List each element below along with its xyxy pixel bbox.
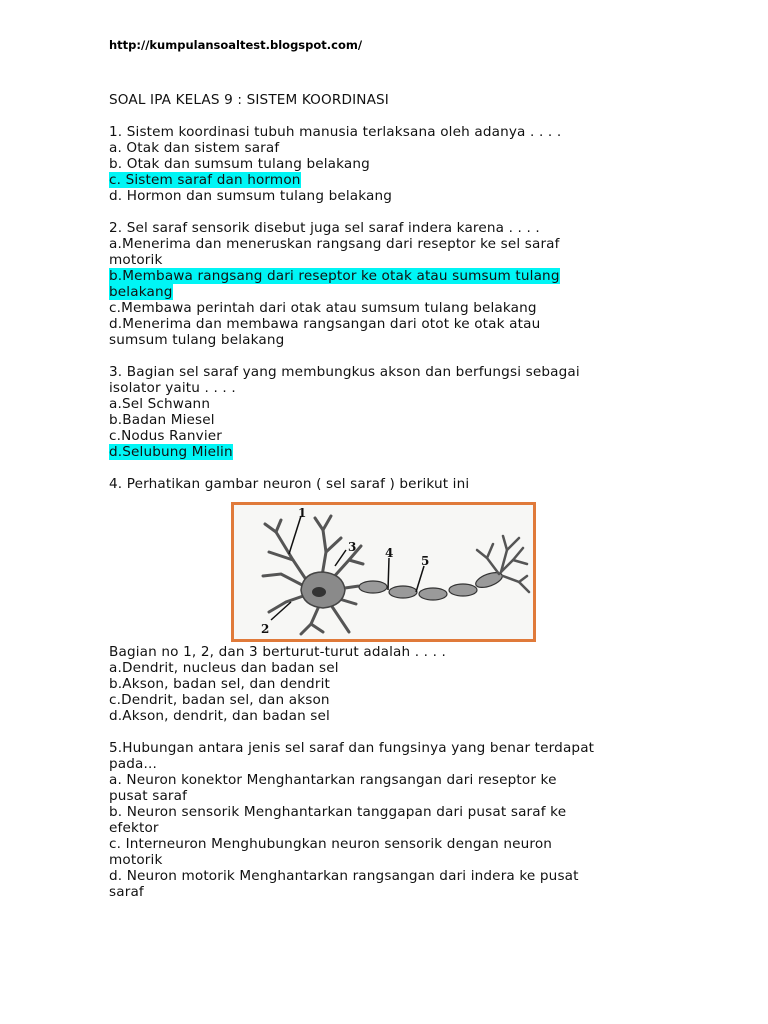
neuron-diagram [231, 502, 536, 642]
q4-option-b: b.Akson, badan sel, dan dendrit [109, 676, 330, 692]
figure-label-5: 5 [421, 554, 430, 568]
q3-option-c: c.Nodus Ranvier [109, 428, 223, 444]
document-body [109, 92, 664, 900]
figure-label-1: 1 [298, 506, 307, 520]
q1-option-b: b. Otak dan sumsum tulang belakang [109, 156, 370, 172]
q2-option-d-line2: sumsum tulang belakang [109, 332, 285, 348]
q5-option-b-line2: efektor [109, 820, 159, 836]
q1-option-c-answer: c. Sistem saraf dan hormon [109, 172, 301, 188]
q5-option-d-line2: saraf [109, 884, 144, 900]
q4-option-a: a.Dendrit, nucleus dan badan sel [109, 660, 339, 676]
q5-option-a-line1: a. Neuron konektor Menghantarkan rangsangan dari reseptor ke [109, 772, 557, 788]
q2-option-c: c.Membawa perintah dari otak atau sumsum tulang belakang [109, 300, 537, 316]
q2-option-d-line1: d.Menerima dan membawa rangsangan dari otot ke otak atau [109, 316, 541, 332]
nucleus [312, 587, 326, 597]
q2-option-b-answer-line1: b.Membawa rangsang dari reseptor ke otak atau sumsum tulang [109, 268, 560, 284]
q4-option-c: c.Dendrit, badan sel, dan akson [109, 692, 330, 708]
q3-option-b: b.Badan Miesel [109, 412, 215, 428]
q5-question-line2: pada... [109, 756, 157, 772]
q4-option-d: d.Akson, dendrit, dan badan sel [109, 708, 330, 724]
q5-option-c-line2: motorik [109, 852, 163, 868]
q2-option-b-answer-line2: belakang [109, 284, 173, 300]
source-url: http://kumpulansoaltest.blogspot.com/ [109, 38, 363, 52]
q2-option-a-line2: motorik [109, 252, 163, 268]
q4-question: 4. Perhatikan gambar neuron ( sel saraf ) berikut ini [109, 476, 470, 492]
q3-option-d-answer: d.Selubung Mielin [109, 444, 233, 460]
figure-label-3: 3 [348, 540, 357, 554]
q1-option-d: d. Hormon dan sumsum tulang belakang [109, 188, 393, 204]
q5-question-line1: 5.Hubungan antara jenis sel saraf dan fungsinya yang benar terdapat [109, 740, 595, 756]
figure-label-2: 2 [261, 622, 270, 636]
q2-question: 2. Sel saraf sensorik disebut juga sel saraf indera karena . . . . [109, 220, 540, 236]
figure-label-4: 4 [385, 546, 394, 560]
q1-question: 1. Sistem koordinasi tubuh manusia terlaksana oleh adanya . . . . [109, 124, 562, 140]
neuron-figure [231, 502, 536, 642]
q3-question-line2: isolator yaitu . . . . [109, 380, 236, 396]
q2-option-a-line1: a.Menerima dan meneruskan rangsang dari reseptor ke sel saraf [109, 236, 560, 252]
q4-prompt: Bagian no 1, 2, dan 3 berturut-turut adalah . . . . [109, 644, 447, 660]
q3-question-line1: 3. Bagian sel saraf yang membungkus akson dan berfungsi sebagai [109, 364, 580, 380]
q3-option-a: a.Sel Schwann [109, 396, 211, 412]
axon-hillock [345, 586, 359, 588]
q5-option-a-line2: pusat saraf [109, 788, 188, 804]
document-title: SOAL IPA KELAS 9 : SISTEM KOORDINASI [109, 92, 389, 108]
q5-option-d-line1: d. Neuron motorik Menghantarkan rangsangan dari indera ke pusat [109, 868, 579, 884]
q5-option-c-line1: c. Interneuron Menghubungkan neuron sensorik dengan neuron [109, 836, 553, 852]
q1-option-a: a. Otak dan sistem saraf [109, 140, 280, 156]
q5-option-b-line1: b. Neuron sensorik Menghantarkan tanggapan dari pusat saraf ke [109, 804, 567, 820]
